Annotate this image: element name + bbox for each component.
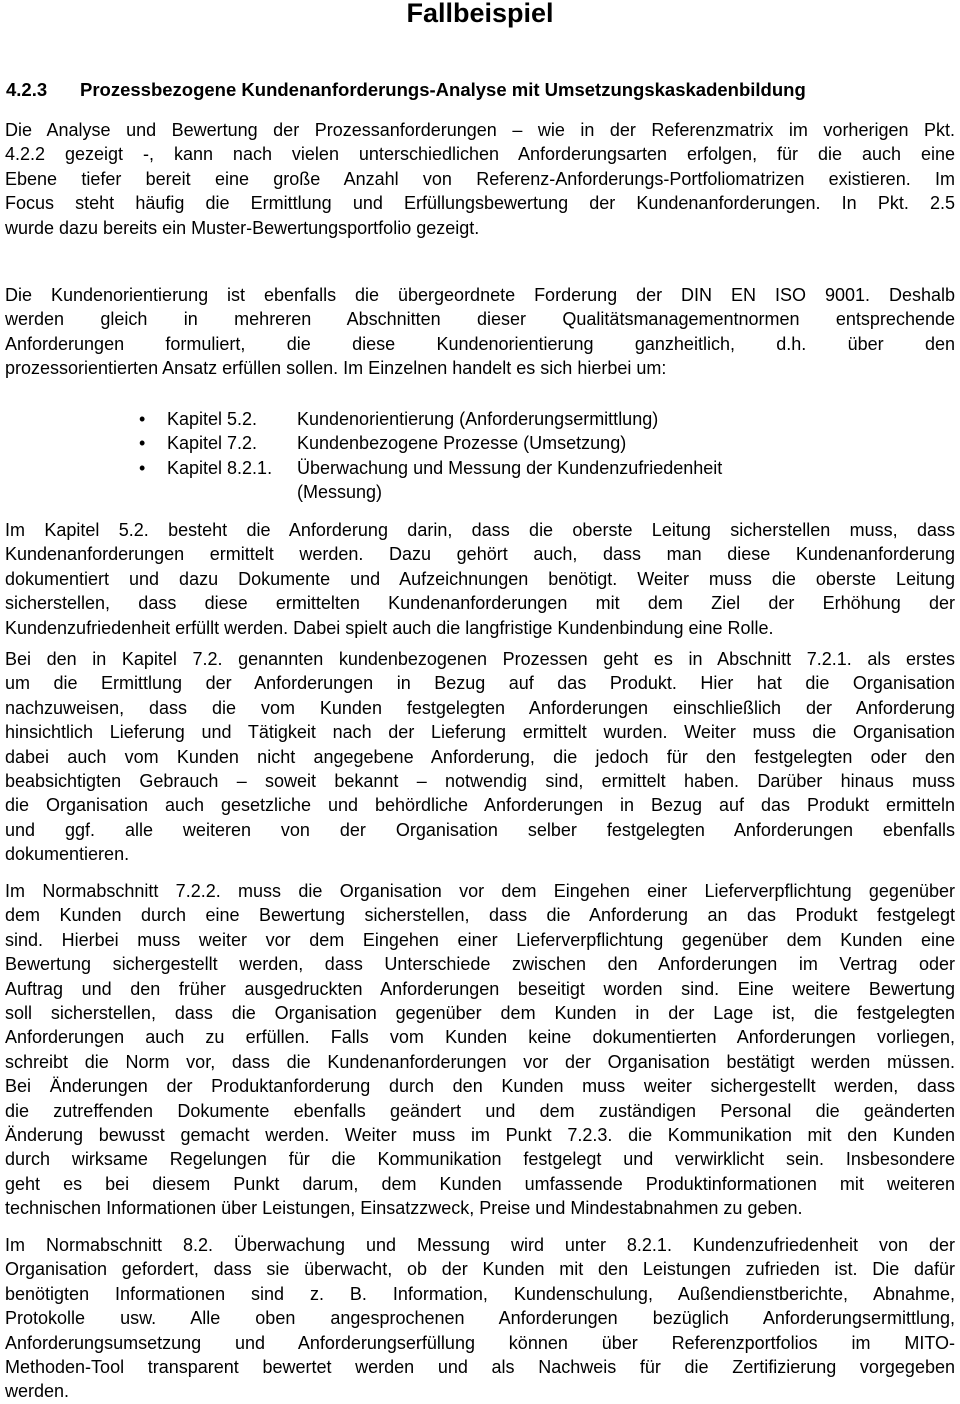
text-line: dem Kunden durch eine Bewertung sicherstellen, dass die Anforderung an das Produkt festgelegt [5,905,955,926]
text-line: dokumentieren. [5,844,130,865]
text-line: beabsichtigten Gebrauch – soweit bekannt – notwendig sind, ermittelt haben. Darüber hinaus muss [5,770,955,791]
page-title: Fallbeispiel [406,0,554,28]
bullet-icon: • [139,409,146,429]
text-line: Kundenanforderungen ermittelt werden. Dazu gehört auch, dass man diese Kundenanforderung [5,544,955,565]
bullet-item [0,407,960,431]
text-line: um die Ermittlung der Anforderungen in Bezug auf das Produkt. Hier hat die Organisation [5,673,955,694]
bullet-list [0,407,960,505]
text-line: Anforderungen auch zu erfüllen. Falls vom Kunden keine dokumentierten Anforderungen vorliegen, [5,1027,955,1048]
text-line: hinsichtlich Lieferung und Tätigkeit nach der Lieferung ermittelt wurden. Weiter muss die Organisation [5,722,955,743]
bullet-text: (Messung) [297,482,383,503]
text-line: Focus steht häufig die Ermittlung und Erfüllungsbewertung der Kundenanforderungen. In Pkt. 2.5 [5,193,955,214]
text-line: sicherstellen, dass diese ermittelten Kundenanforderungen mit dem Ziel der Erhöhung der [5,593,955,614]
bullet-item [0,431,960,455]
text-line: schreibt die Norm vor, dass die Kundenanforderungen vor der Organisation bestätigt werden müssen. [5,1051,955,1072]
text-line: die Organisation auch gesetzliche und behördliche Anforderungen in Bezug auf das Produkt ermitteln [5,795,955,816]
text-line: geht es bei diesem Punkt darum, dem Kunden umfassende Produktinformationen mit weiteren [5,1173,955,1194]
text-line: Die Kundenorientierung ist ebenfalls die übergeordnete Forderung der DIN EN ISO 9001. Deshalb [5,285,955,305]
text-line: nachzuweisen, dass die vom Kunden festgelegten Anforderungen einschließlich der Anforderung [5,697,955,718]
text-line: 4.2.2 gezeigt -, kann nach vielen unterschiedlichen Anforderungsarten erfolgen, für die auch eine [5,144,955,165]
text-line: Protokolle usw. Alle oben angesprochenen Anforderungen bezüglich Anforderungsermittlung, [5,1308,955,1329]
paragraph [5,118,955,240]
bullet-text: Kundenbezogene Prozesse (Umsetzung) [297,433,627,454]
text-line: Methoden-Tool transparent bewertet werden und als Nachweis für die Zertifizierung vorgegeben [5,1356,955,1377]
text-line: Im Normabschnitt 8.2. Überwachung und Messung wird unter 8.2.1. Kundenzufriedenheit von der [5,1235,955,1255]
text-line: dabei auch vom Kunden nicht angegebene Anforderung, die jedoch für den festgelegten oder den [5,746,955,767]
paragraph [5,647,955,867]
paragraph [5,1233,955,1404]
text-line: prozessorientierten Ansatz erfüllen sollen. Im Einzelnen handelt es sich hierbei um: [5,358,667,379]
bullet-icon: • [139,457,146,478]
text-line: Anforderungen formuliert, die diese Kundenorientierung ganzheitlich, d.h. über den [5,333,955,354]
section-heading [6,79,806,101]
text-line: Änderung bewusst gemacht werden. Weiter muss im Punkt 7.2.3. die Kommunikation mit den Kunden [5,1124,955,1145]
bullet-chapter: Kapitel 8.2.1. [167,457,273,478]
text-line: Anforderungsumsetzung und Anforderungserfüllung können über Referenzportfolios im MITO- [5,1332,955,1353]
text-line: werden gleich in mehreren Abschnitten dieser Qualitätsmanagementnormen entsprechende [5,309,955,330]
text-line: und ggf. alle weiteren von der Organisation selber festgelegten Anforderungen ebenfalls [5,819,955,840]
paragraph [5,283,955,381]
bullet-chapter: Kapitel 7.2. [167,433,258,454]
section-number: 4.2.3 [6,79,48,100]
text-line: sind. Hierbei muss weiter vor dem Eingehen einer Lieferverpflichtung gegenüber dem Kunden eine [5,929,955,950]
paragraph [5,879,955,1220]
text-line: technischen Informationen über Leistungen, Einsatzzweck, Preise und Mindestabnahmen zu geben. [5,1198,803,1219]
text-line: Im Normabschnitt 7.2.2. muss die Organisation vor dem Eingehen einer Lieferverpflichtung gegenüber [5,881,955,901]
text-line: die zutreffenden Dokumente ebenfalls geändert und dem zuständigen Personal die geänderten [5,1100,955,1121]
text-line: Bei Änderungen der Produktanforderung durch den Kunden muss weiter sichergestellt werden, dass [5,1076,955,1097]
text-line: soll sicherstellen, dass die Organisation gegenüber dem Kunden in der Lage ist, die festgelegten [5,1002,955,1023]
bullet-text: Kundenorientierung (Anforderungsermittlung) [297,409,659,429]
text-line: Bei den in Kapitel 7.2. genannten kundenbezogenen Prozessen geht es in Abschnitt 7.2.1. als erstes [5,649,955,669]
text-line: dokumentiert und dazu Dokumente und Aufzeichnungen benötigt. Weiter muss die oberste Leitung [5,568,955,589]
bullet-chapter: Kapitel 5.2. [167,409,258,429]
bullet-text: Überwachung und Messung der Kundenzufriedenheit [297,457,723,478]
text-line: durch wirksame Regelungen für die Kommunikation festgelegt und verwirklicht sein. Insbesondere [5,1149,955,1170]
bullet-item-continuation [0,480,960,504]
text-line: werden. [5,1381,70,1402]
text-line: Ebene tiefer bereit eine große Anzahl von Referenz-Anforderungs-Portfoliomatrizen existieren. Im [5,168,955,189]
text-line: Im Kapitel 5.2. besteht die Anforderung darin, dass die oberste Leitung sicherstellen muss, dass [5,520,955,540]
text-line: Kundenzufriedenheit erfüllt werden. Dabei spielt auch die langfristige Kundenbindung eine Rolle. [5,617,774,638]
section-heading-text: Prozessbezogene Kundenanforderungs-Analyse mit Umsetzungskaskadenbildung [80,79,806,100]
text-line: benötigten Informationen sind z. B. Information, Kundenschulung, Außendienstberichte, Abnahme, [5,1283,955,1304]
bullet-item [0,456,960,480]
bullet-icon: • [139,433,146,454]
text-line: Die Analyse und Bewertung der Prozessanforderungen – wie in der Referenzmatrix im vorherigen Pkt. [5,120,955,140]
text-line: Auftrag und den früher ausgedruckten Anforderungen beseitigt worden sind. Eine weitere Bewertung [5,978,955,999]
paragraph [5,518,955,640]
text-line: Organisation gefordert, dass sie überwacht, ob der Kunden mit den Leistungen zufrieden ist. Die dafür [5,1259,955,1280]
text-line: Bewertung sichergestellt werden, dass Unterschiede zwischen den Anforderungen im Vertrag oder [5,954,955,975]
text-line: wurde dazu bereits ein Muster-Bewertungsportfolio gezeigt. [5,217,480,238]
